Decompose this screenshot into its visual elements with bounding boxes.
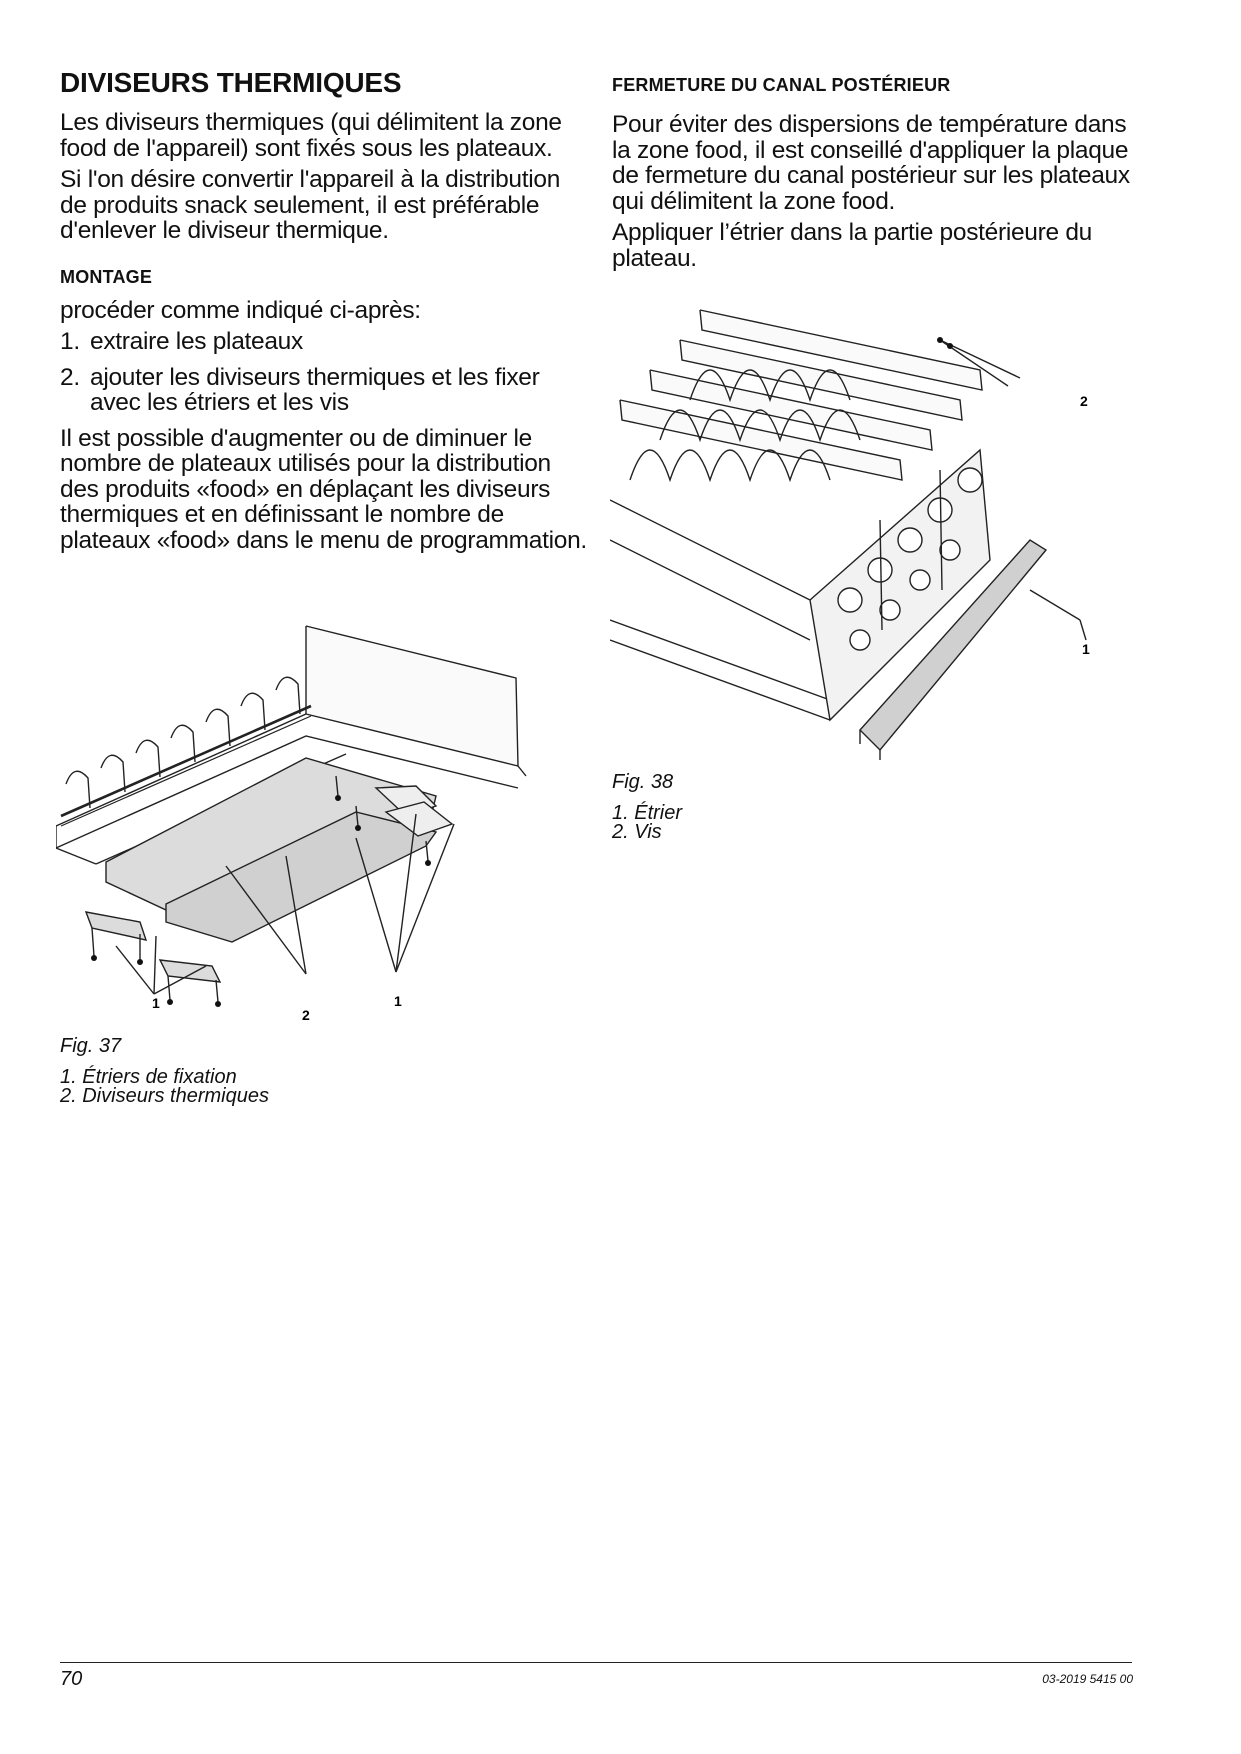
step-text: extraire les plateaux xyxy=(90,328,303,355)
rear-channel-drawing xyxy=(610,300,1110,770)
callout-2: 2 xyxy=(302,1007,310,1023)
legend-item: 2. Diviseurs thermiques xyxy=(60,1085,269,1107)
figure-38-label: Fig. 38 xyxy=(612,771,674,793)
figure-38-illustration xyxy=(610,300,1110,770)
step-number: 1. xyxy=(60,328,80,355)
callout-1: 1 xyxy=(1082,641,1090,657)
legend-item: 2. Vis xyxy=(612,821,662,843)
list-item xyxy=(60,365,588,416)
section-title-montage: MONTAGE xyxy=(60,266,153,287)
lead-paragraph: procéder comme indiqué ci-après: xyxy=(60,296,421,324)
intro-paragraph-1: Les diviseurs thermiques (qui délimitent la zone food de l'appareil) sont fixés sous les plateaux. xyxy=(60,109,562,162)
legend-item: 1. Étrier xyxy=(612,802,683,824)
figure-38-caption xyxy=(612,772,682,842)
footer-divider xyxy=(60,1662,1132,1663)
page-number: 70 xyxy=(60,1668,83,1690)
document-reference: 03-2019 5415 00 xyxy=(1042,1672,1133,1686)
figure-37-label: Fig. 37 xyxy=(60,1035,122,1057)
left-column xyxy=(60,66,588,559)
canal-paragraph-2: Appliquer l’étrier dans la partie postérieure du plateau. xyxy=(612,219,1092,272)
steps-list xyxy=(60,329,588,416)
section-title-canal: FERMETURE DU CANAL POSTÉRIEUR xyxy=(612,75,951,95)
page-title: DIVISEURS THERMIQUES xyxy=(60,67,402,98)
list-item xyxy=(60,329,588,355)
callout-1-right: 1 xyxy=(394,993,402,1009)
thermal-divider-drawing xyxy=(56,616,596,1026)
figure-37-caption xyxy=(60,1036,269,1106)
legend-item: 1. Étriers de fixation xyxy=(60,1066,237,1088)
callout-2: 2 xyxy=(1080,393,1088,409)
canal-paragraph-1: Pour éviter des dispersions de température dans la zone food, il est conseillé d'appliquer la plaque de fermeture du canal postérieur sur les plateaux qui délimitent la zone food. xyxy=(612,111,1130,215)
callout-1-left: 1 xyxy=(152,995,160,1011)
figure-37-illustration xyxy=(56,616,596,1026)
right-column xyxy=(612,66,1132,277)
intro-paragraph-2: Si l'on désire convertir l'appareil à la distribution de produits snack seulement, il est préférable d'enlever le diviseur thermique. xyxy=(60,166,561,244)
step-number: 2. xyxy=(60,363,80,391)
step-text: ajouter les diviseurs thermiques et les fixer avec les étriers et les vis xyxy=(90,363,540,416)
closing-paragraph: Il est possible d'augmenter ou de diminuer le nombre de plateaux utilisés pour la distribution des produits «food» en déplaçant les diviseurs thermiques et en définissant le nombre de plateaux «food» dans le menu de programmation. xyxy=(60,424,587,554)
